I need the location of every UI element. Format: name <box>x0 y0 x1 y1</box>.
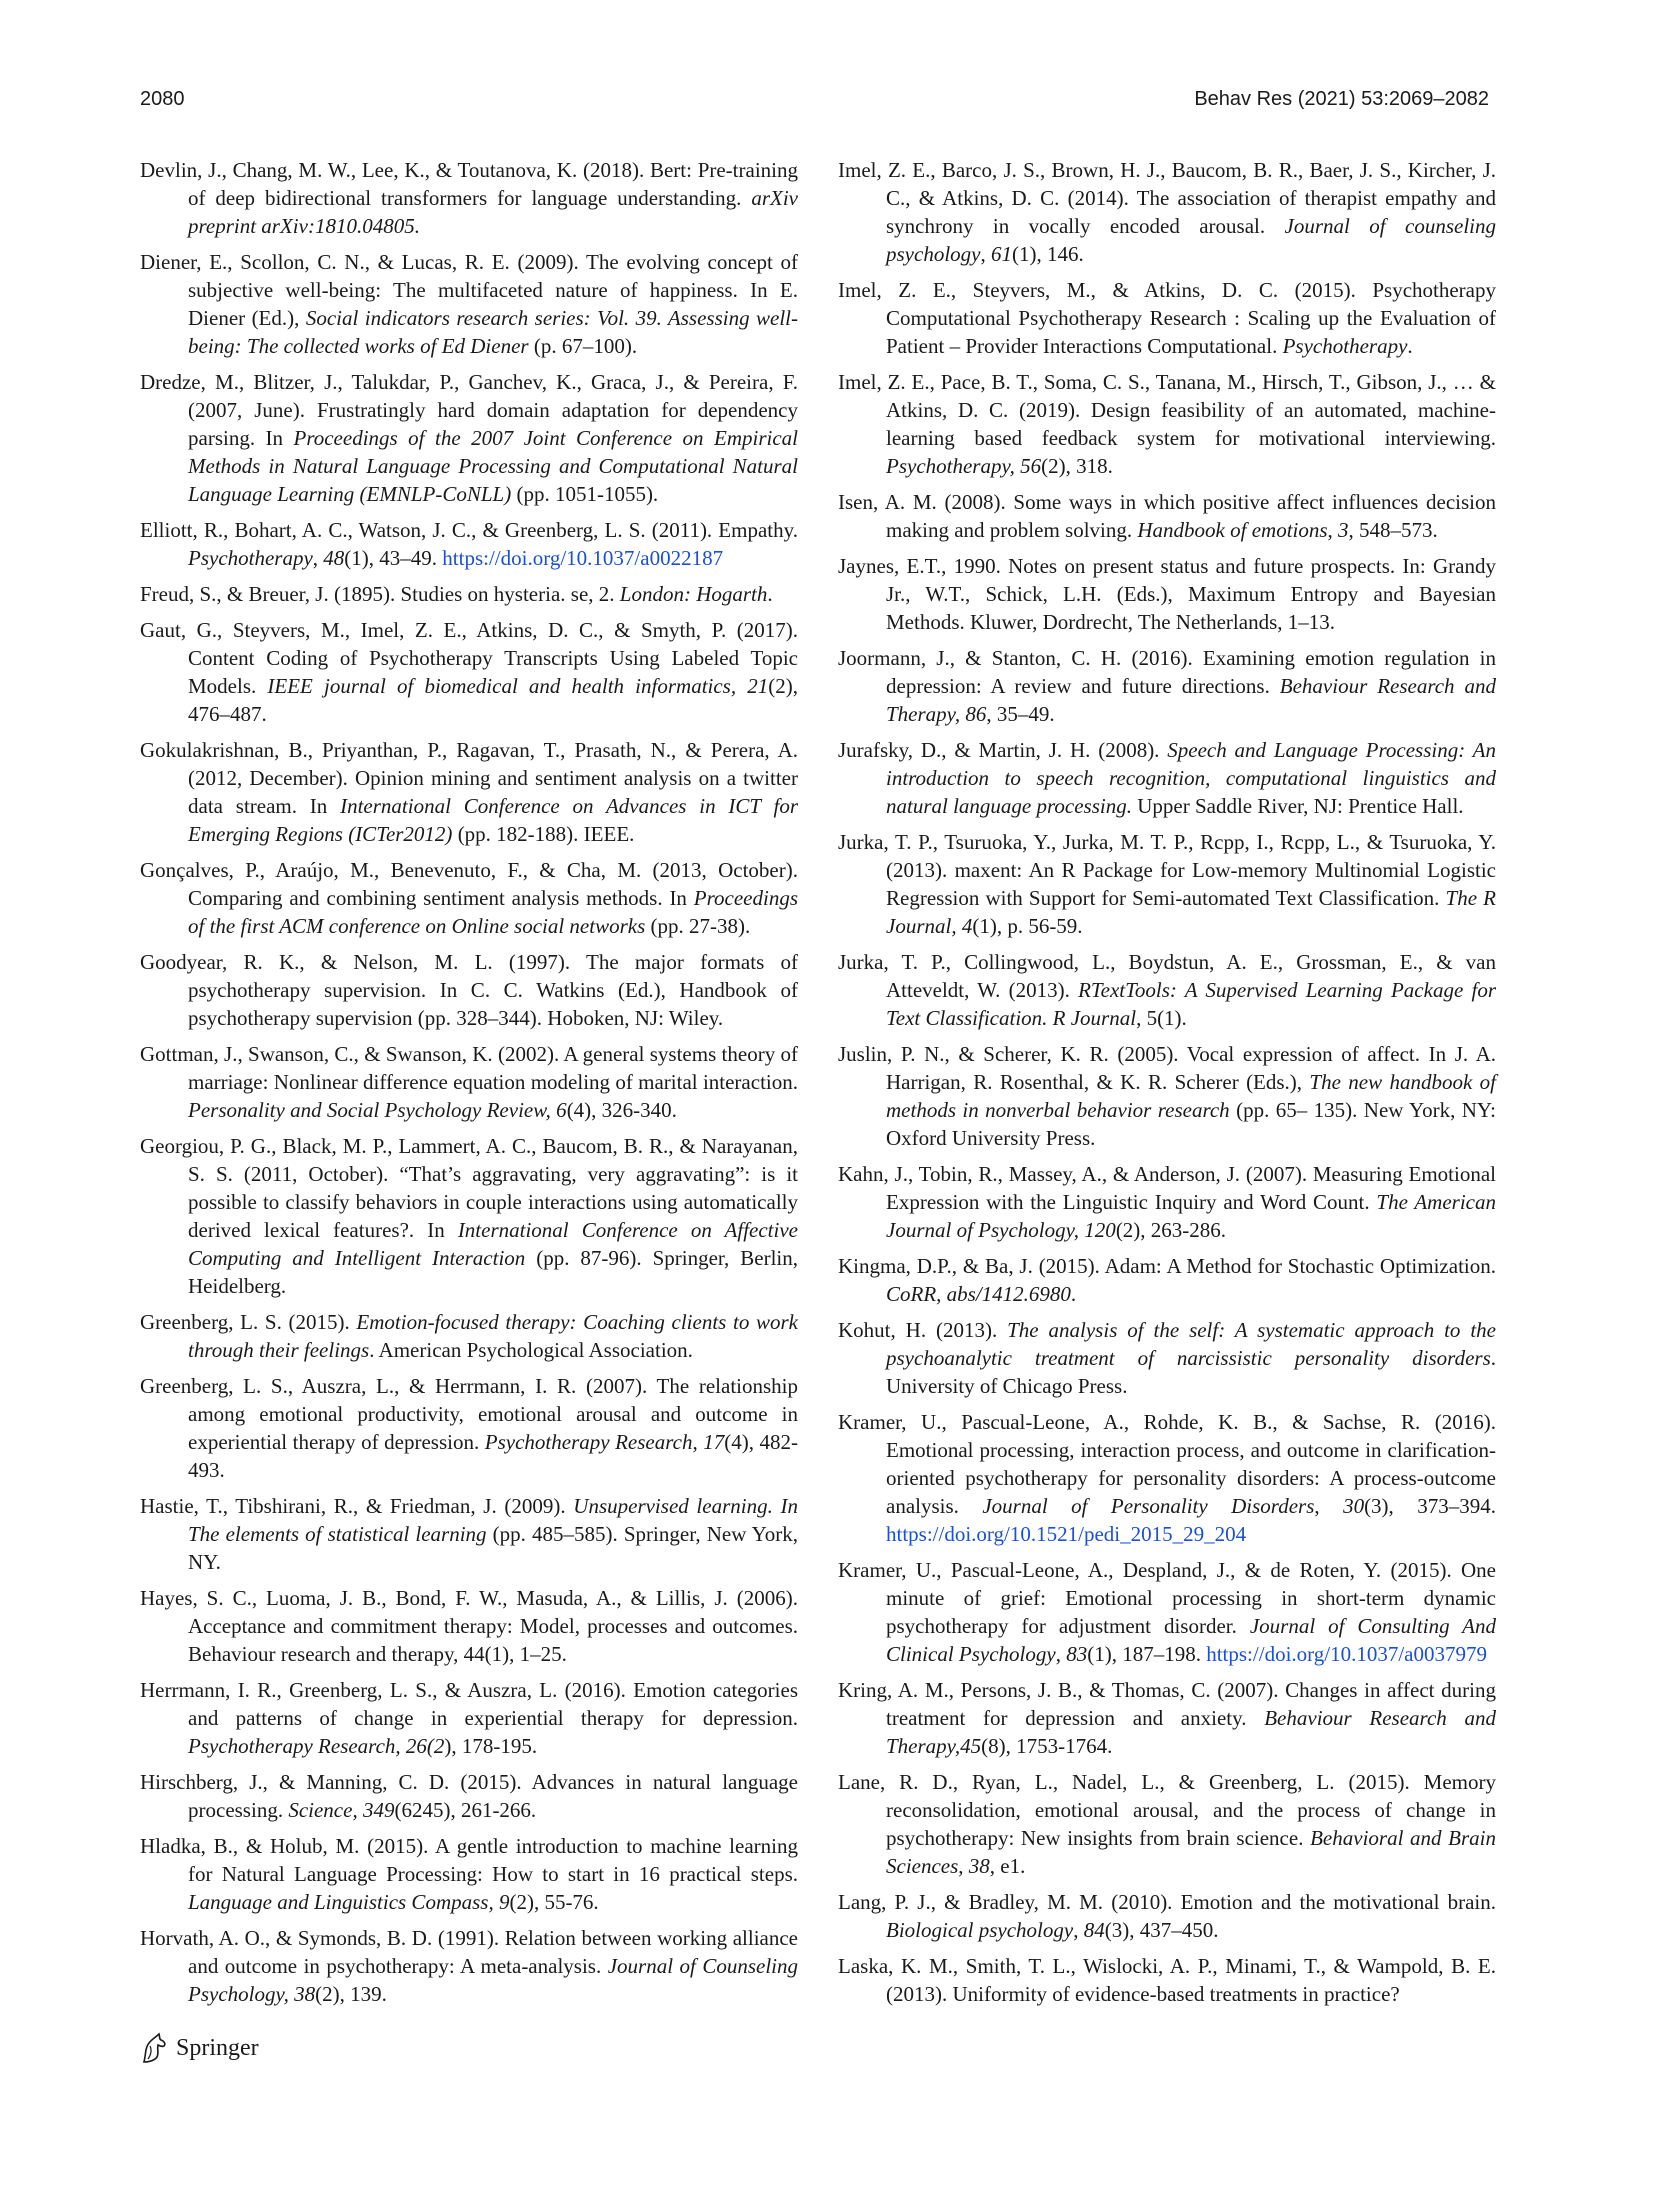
reference-text: (2), 476–487. <box>188 674 798 726</box>
reference-text: Hladka, B., & Holub, M. (2015). A gentle introduction to machine learning for Natural Language Processing: How to start in 16 practical steps. <box>140 1834 798 1886</box>
reference-text: Imel, Z. E., Steyvers, M., & Atkins, D. C. (2015). Psychotherapy Computational Psychotherapy Research : Scaling up the Evaluation of Patient – Provider Interactions Computational. <box>838 278 1496 358</box>
reference-entry <box>140 516 798 572</box>
reference-text: , <box>1327 518 1339 542</box>
reference-text: (1), 43–49. <box>344 546 443 570</box>
doi-link[interactable]: https://doi.org/10.1521/pedi_2015_29_204 <box>886 1522 1247 1546</box>
reference-text: . American Psychological Association. <box>369 1338 693 1362</box>
reference-italic-text: Proceedings of the 2007 Joint Conference on Empirical Methods in Natural Language Processing and Computational Natural Language Learning (EMNLP-CoNLL) <box>188 426 798 506</box>
reference-text: Jurafsky, D., & Martin, J. H. (2008). <box>838 738 1168 762</box>
reference-italic-text: Handbook of emotions <box>1137 518 1328 542</box>
reference-entry <box>140 248 798 360</box>
reference-text: (pp. 65– 135). New York, NY: Oxford University Press. <box>886 1098 1497 1150</box>
reference-italic-text: Science, 349 <box>288 1798 395 1822</box>
reference-entry <box>838 1316 1496 1400</box>
reference-entry <box>140 1132 798 1300</box>
reference-text: (6245), 261-266. <box>394 1798 537 1822</box>
reference-text: , <box>1314 1494 1344 1518</box>
reference-text: , 35–49. <box>986 702 1055 726</box>
reference-italic-text: RTextTools: A Supervised Learning Package for Text Classification. R Journal <box>886 978 1496 1030</box>
reference-text: Jurka, T. P., Tsuruoka, Y., Jurka, M. T. P., Rcpp, I., Rcpp, L., & Tsuruoka, Y. (2013). maxent: An R Package for Low-memory Multinomial Logistic Regression with Support for Semi-automated Text Classification. <box>838 830 1496 910</box>
reference-text: Greenberg, L. S. (2015). <box>140 1310 357 1334</box>
reference-text: (3), 373–394. <box>1364 1494 1496 1518</box>
reference-text: . <box>1070 1282 1077 1306</box>
reference-entry <box>838 736 1496 820</box>
reference-italic-text: Journal of Consulting And Clinical Psychology <box>886 1614 1496 1666</box>
reference-text: , 5(1). <box>1136 1006 1187 1030</box>
reference-text: Gottman, J., Swanson, C., & Swanson, K. (2002). A general systems theory of marriage: Nonlinear difference equation modeling of marital interaction. <box>140 1042 798 1094</box>
reference-italic-text: Journal of counseling psychology <box>886 214 1496 266</box>
reference-text: Gokulakrishnan, B., Priyanthan, P., Ragavan, T., Prasath, N., & Perera, A. (2012, December). Opinion mining and sentiment analysis on a twitter data stream. In <box>140 738 798 818</box>
reference-text: , <box>1055 1642 1067 1666</box>
reference-italic-text: 30 <box>1343 1494 1365 1518</box>
reference-entry <box>140 368 798 508</box>
reference-text: Lane, R. D., Ryan, L., Nadel, L., & Greenberg, L. (2015). Memory reconsolidation, emotional arousal, and the process of change in psychotherapy: New insights from brain science. <box>838 1770 1496 1850</box>
reference-entry <box>838 368 1496 480</box>
page-number: 2080 <box>140 88 185 110</box>
reference-entry <box>838 1252 1496 1308</box>
reference-entry <box>838 1768 1496 1880</box>
reference-text: (pp. 182-188). IEEE. <box>452 822 635 846</box>
reference-text: Jaynes, E.T., 1990. Notes on present status and future prospects. In: Grandy Jr., W.T., Schick, L.H. (Eds.), Maximum Entropy and Bayesian Methods. Kluwer, Dordrecht, The Netherlands, 1–13. <box>838 554 1496 634</box>
reference-text: (pp. 87-96). Springer, Berlin, Heidelberg. <box>188 1246 798 1298</box>
reference-italic-text: Unsupervised learning. In The elements of statistical learning <box>188 1494 798 1546</box>
reference-text: Dredze, M., Blitzer, J., Talukdar, P., Ganchev, K., Graca, J., & Pereira, F. (2007, June). Frustratingly hard domain adaptation for dependency parsing. In <box>140 370 798 450</box>
reference-entry <box>140 1372 798 1484</box>
reference-text: Kramer, U., Pascual-Leone, A., Despland, J., & de Roten, Y. (2015). One minute of grief: Emotional processing in short-term dynamic psychotherapy for adjustment disorder. <box>838 1558 1496 1638</box>
reference-italic-text: Behavioral and Brain Sciences <box>886 1826 1496 1878</box>
reference-entry <box>838 1952 1496 2008</box>
reference-text: Goodyear, R. K., & Nelson, M. L. (1997). The major formats of psychotherapy supervision. In C. C. Watkins (Ed.), Handbook of psychotherapy supervision (pp. 328–344). Hoboken, NJ: Wiley. <box>140 950 798 1030</box>
reference-text: (pp. 1051-1055). <box>511 482 659 506</box>
reference-italic-text: Psychotherapy <box>188 546 313 570</box>
reference-italic-text: The American Journal of Psychology, 120 <box>886 1190 1496 1242</box>
reference-entry <box>838 276 1496 360</box>
reference-text: Herrmann, I. R., Greenberg, L. S., & Auszra, L. (2016). Emotion categories and patterns of change in experiential therapy for depression. <box>140 1678 798 1730</box>
reference-text: , e1. <box>989 1854 1026 1878</box>
reference-entry <box>838 156 1496 268</box>
reference-italic-text: The new handbook of methods in nonverbal behavior research <box>886 1070 1496 1122</box>
reference-text: Greenberg, L. S., Auszra, L., & Herrmann, I. R. (2007). The relationship among emotional productivity, emotional arousal and outcome in experiential therapy of depression. <box>140 1374 798 1454</box>
reference-italic-text: The R Journal, 4 <box>886 886 1497 938</box>
reference-italic-text: London: Hogarth <box>619 582 768 606</box>
reference-text: . <box>767 582 773 606</box>
reference-text: (4), 482-493. <box>188 1430 798 1482</box>
reference-italic-text: Behaviour Research and Therapy,45 <box>886 1706 1496 1758</box>
reference-italic-text: arXiv preprint arXiv:1810.04805. <box>188 186 798 238</box>
reference-text: , 548–573. <box>1348 518 1438 542</box>
reference-text: (2), 318. <box>1041 454 1113 478</box>
reference-text: Georgiou, P. G., Black, M. P., Lammert, A. C., Baucom, B. R., & Narayanan, S. S. (2011, October). “That’s aggravating, very aggravating”: is it possible to classify behaviors in couple interactions using automatically derived lexical features?. In <box>140 1134 798 1242</box>
reference-italic-text: 84 <box>1083 1918 1105 1942</box>
reference-italic-text: Language and Linguistics Compass, 9 <box>188 1890 510 1914</box>
reference-text: (p. 67–100). <box>528 334 638 358</box>
reference-italic-text: Journal of Counseling Psychology, 38 <box>188 1954 798 2006</box>
reference-entry <box>140 580 798 608</box>
reference-entry <box>140 1832 798 1916</box>
reference-italic-text: Speech and Language Processing: An introduction to speech recognition, computational linguistics and natural language processing. <box>886 738 1496 818</box>
reference-italic-text: 83 <box>1066 1642 1088 1666</box>
reference-italic-text: 3 <box>1338 518 1349 542</box>
reference-text: Imel, Z. E., Pace, B. T., Soma, C. S., Tanana, M., Hirsch, T., Gibson, J., … & Atkins, D. C. (2019). Design feasibility of an automated, machine-learning based feedback system for motivational interviewing. <box>838 370 1496 450</box>
reference-entry <box>838 1556 1496 1668</box>
reference-italic-text: Journal of Personality Disorders <box>982 1494 1315 1518</box>
reference-text: (pp. 485–585). Springer, New York, NY. <box>188 1522 798 1574</box>
references-right-column <box>838 156 1496 2016</box>
reference-italic-text: Psychotherapy <box>1282 334 1408 358</box>
reference-text: Hastie, T., Tibshirani, R., & Friedman, J. (2009). <box>140 1494 574 1518</box>
reference-entry <box>838 1408 1496 1548</box>
reference-text: (8), 1753-1764. <box>981 1734 1113 1758</box>
reference-italic-text: Personality and Social Psychology Review, 6 <box>188 1098 567 1122</box>
reference-text: Devlin, J., Chang, M. W., Lee, K., & Toutanova, K. (2018). Bert: Pre-training of deep bidirectional transformers for language understanding. <box>140 158 798 210</box>
reference-italic-text: International Conference on Affective Computing and Intelligent Interaction <box>188 1218 798 1270</box>
reference-entry <box>838 552 1496 636</box>
reference-entry <box>838 828 1496 940</box>
running-header <box>140 88 1489 116</box>
reference-entry <box>140 156 798 240</box>
journal-citation: Behav Res (2021) 53:2069–2082 <box>1194 88 1489 110</box>
publisher-footer <box>140 2028 259 2068</box>
reference-italic-text: 38 <box>968 1854 990 1878</box>
reference-italic-text: Emotion-focused therapy: Coaching clients to work through their feelings <box>188 1310 798 1362</box>
doi-link[interactable]: https://doi.org/10.1037/a0037979 <box>1206 1642 1488 1666</box>
reference-text: Jurka, T. P., Collingwood, L., Boydstun, A. E., Grossman, E., & van Atteveldt, W. (2013). <box>838 950 1496 1002</box>
reference-italic-text: International Conference on Advances in ICT for Emerging Regions (ICTer2012) <box>188 794 798 846</box>
reference-entry <box>838 488 1496 544</box>
reference-text: , <box>980 242 991 266</box>
reference-text: . University of Chicago Press. <box>886 1346 1496 1398</box>
reference-text: Gonçalves, P., Araújo, M., Benevenuto, F., & Cha, M. (2013, October). Comparing and combining sentiment analysis methods. In <box>140 858 798 910</box>
springer-horse-icon <box>140 2032 168 2064</box>
reference-italic-text: 61 <box>990 242 1012 266</box>
reference-italic-text: Psychotherapy Research, 17 <box>484 1430 725 1454</box>
reference-entry <box>838 1888 1496 1944</box>
reference-entry <box>140 1308 798 1364</box>
reference-text: (2), 55-76. <box>509 1890 599 1914</box>
reference-text: Hayes, S. C., Luoma, J. B., Bond, F. W., Masuda, A., & Lillis, J. (2006). Acceptance and commitment therapy: Model, processes and outcomes. Behaviour research and therapy, 44(1), 1–25. <box>140 1586 798 1666</box>
reference-text: ), 178-195. <box>444 1734 538 1758</box>
reference-entry <box>140 1768 798 1824</box>
reference-entry <box>140 736 798 848</box>
reference-text: . <box>1407 334 1413 358</box>
reference-italic-text: 48 <box>323 546 345 570</box>
reference-entry <box>140 1492 798 1576</box>
reference-entry <box>140 856 798 940</box>
reference-text: Joormann, J., & Stanton, C. H. (2016). Examining emotion regulation in depression: A review and future directions. <box>838 646 1496 698</box>
reference-text: (pp. 27-38). <box>645 914 751 938</box>
reference-text: (1), 146. <box>1011 242 1084 266</box>
springer-wordmark: Springer <box>176 2034 259 2061</box>
reference-text: (2), 139. <box>315 1982 387 2006</box>
reference-italic-text: The analysis of the self: A systematic approach to the psychoanalytic treatment of narcissistic personality disorders <box>886 1318 1496 1370</box>
doi-link[interactable]: https://doi.org/10.1037/a0022187 <box>442 546 724 570</box>
references-left-column <box>140 156 798 2016</box>
reference-text: Kramer, U., Pascual-Leone, A., Rohde, K. B., & Sachse, R. (2016). Emotional processing, interaction process, and outcome in clarification-oriented psychotherapy for personality disorders: A process-outcome analysis. <box>838 1410 1496 1518</box>
reference-text: Freud, S., & Breuer, J. (1895). Studies on hysteria. se, 2. <box>140 582 620 606</box>
reference-italic-text: CoRR, abs/1412.6980 <box>886 1282 1071 1306</box>
reference-text: Diener, E., Scollon, C. N., & Lucas, R. E. (2009). The evolving concept of subjective well-being: The multifaceted nature of happiness. In E. Diener (Ed.), <box>140 250 798 330</box>
reference-entry <box>140 1584 798 1668</box>
reference-text: Kring, A. M., Persons, J. B., & Thomas, C. (2007). Changes in affect during treatment for depression and anxiety. <box>838 1678 1496 1730</box>
reference-text: Upper Saddle River, NJ: Prentice Hall. <box>1131 794 1464 818</box>
reference-text: Isen, A. M. (2008). Some ways in which positive affect influences decision making and problem solving. <box>838 490 1496 542</box>
reference-text: Laska, K. M., Smith, T. L., Wislocki, A. P., Minami, T., & Wampold, B. E. (2013). Uniformity of evidence-based treatments in practice? <box>838 1954 1496 2006</box>
reference-entry <box>838 1040 1496 1152</box>
reference-text: (1), p. 56-59. <box>972 914 1083 938</box>
reference-italic-text: Psychotherapy Research, 26(2 <box>188 1734 445 1758</box>
reference-entry <box>838 1160 1496 1244</box>
reference-text: Hirschberg, J., & Manning, C. D. (2015). Advances in natural language processing. <box>140 1770 798 1822</box>
reference-entry <box>140 616 798 728</box>
reference-italic-text: Proceedings of the first ACM conference on Online social networks <box>188 886 798 938</box>
reference-entry <box>140 948 798 1032</box>
reference-text: Juslin, P. N., & Scherer, K. R. (2005). Vocal expression of affect. In J. A. Harrigan, R. Rosenthal, & K. R. Scherer (Eds.), <box>838 1042 1496 1094</box>
reference-italic-text: Behaviour Research and Therapy, 86 <box>886 674 1496 726</box>
reference-italic-text: Psychotherapy, 56 <box>886 454 1042 478</box>
reference-text: Gaut, G., Steyvers, M., Imel, Z. E., Atkins, D. C., & Smyth, P. (2017). Content Coding of Psychotherapy Transcripts Using Labeled Topic Models. <box>140 618 798 698</box>
reference-entry <box>838 1676 1496 1760</box>
reference-text: , <box>958 1854 969 1878</box>
reference-text: Kohut, H. (2013). <box>838 1318 1008 1342</box>
reference-text: , <box>1073 1918 1084 1942</box>
reference-text: Horvath, A. O., & Symonds, B. D. (1991). Relation between working alliance and outcome in psychotherapy: A meta-analysis. <box>140 1926 798 1978</box>
reference-text: (1), 187–198. <box>1087 1642 1207 1666</box>
reference-entry <box>838 948 1496 1032</box>
reference-text: (2), 263-286. <box>1115 1218 1227 1242</box>
reference-text: (3), 437–450. <box>1104 1918 1219 1942</box>
reference-entry <box>140 1040 798 1124</box>
reference-text: (4), 326-340. <box>566 1098 677 1122</box>
reference-italic-text: Biological psychology <box>886 1918 1074 1942</box>
reference-text: Kahn, J., Tobin, R., Massey, A., & Anderson, J. (2007). Measuring Emotional Expression with the Linguistic Inquiry and Word Count. <box>838 1162 1496 1214</box>
reference-text: Imel, Z. E., Barco, J. S., Brown, H. J., Baucom, B. R., Baer, J. S., Kircher, J. C., & Atkins, D. C. (2014). The association of therapist empathy and synchrony in vocally encoded arousal. <box>838 158 1496 238</box>
reference-italic-text: Social indicators research series: Vol. 39. Assessing well-being: The collected works of Ed Diener <box>188 306 798 358</box>
reference-text: Lang, P. J., & Bradley, M. M. (2010). Emotion and the motivational brain. <box>838 1890 1496 1914</box>
reference-entry <box>838 644 1496 728</box>
reference-entry <box>140 1924 798 2008</box>
reference-text: Elliott, R., Bohart, A. C., Watson, J. C., & Greenberg, L. S. (2011). Empathy. <box>140 518 798 542</box>
reference-entry <box>140 1676 798 1760</box>
reference-text: , <box>312 546 324 570</box>
reference-italic-text: IEEE journal of biomedical and health informatics, 21 <box>267 674 769 698</box>
reference-text: Kingma, D.P., & Ba, J. (2015). Adam: A Method for Stochastic Optimization. <box>838 1254 1496 1278</box>
